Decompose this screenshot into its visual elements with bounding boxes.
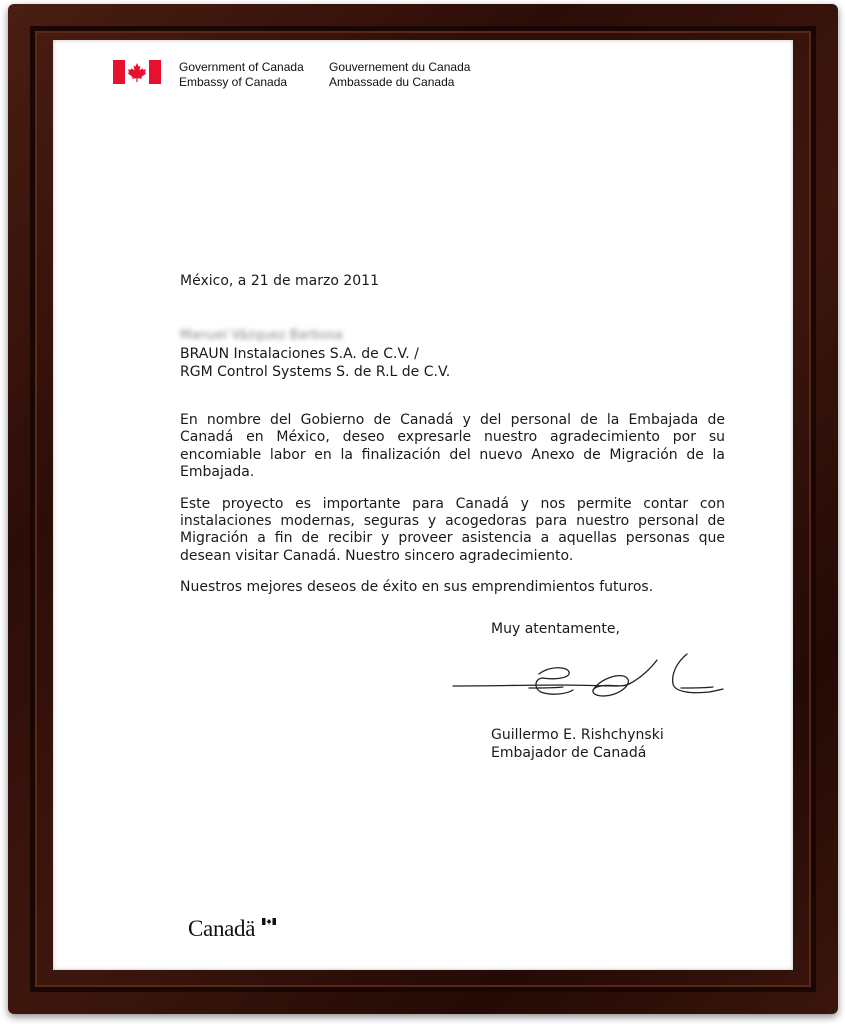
canada-wordmark-text: Canadä — [188, 916, 256, 941]
signer-block — [491, 726, 664, 762]
letter-date: México, a 21 de marzo 2011 — [180, 273, 379, 289]
recipient-block — [180, 327, 725, 381]
recipient-company-line1: BRAUN Instalaciones S.A. de C.V. / — [180, 346, 419, 362]
canada-wordmark-logo — [188, 916, 255, 942]
body-paragraph-3: Nuestros mejores deseos de éxito en sus emprendimientos futuros. — [180, 579, 654, 596]
letter-body — [180, 412, 725, 611]
government-name-english: Government of Canada — [179, 60, 304, 74]
government-name-french: Gouvernement du Canada — [329, 60, 471, 74]
letter-paper — [53, 40, 793, 970]
embassy-name-english: Embassy of Canada — [179, 75, 288, 89]
body-paragraph-1: En nombre del Gobierno de Canadá y del personal de la Embajada de Canadá en México, deseo expresarle nuestro agradecimiento por su encomiable labor en la finalización del nuevo Anexo de Migración de la Embajada. — [180, 412, 725, 481]
signer-title: Embajador de Canadá — [491, 745, 647, 761]
government-wordmark-french — [329, 60, 470, 90]
body-paragraph-2: Este proyecto es importante para Canadá y nos permite contar con instalaciones modernas, seguras y acogedoras para nuestro personal de Migración a fin de recibir y proveer asistencia a aquellas personas que desean visitar Canadá. Nuestro sincero agradecimiento. — [180, 495, 725, 564]
recipient-name: Manuel Vázquez Barbosa — [180, 328, 343, 343]
signer-name: Guillermo E. Rishchynski — [491, 727, 664, 743]
mini-flag-icon — [262, 918, 276, 925]
handwritten-signature — [451, 648, 726, 708]
recipient-company-line2: RGM Control Systems S. de R.L de C.V. — [180, 364, 451, 380]
government-wordmark-english — [179, 60, 304, 90]
canada-flag-icon — [113, 60, 161, 84]
embassy-name-french: Ambassade du Canada — [329, 75, 455, 89]
letter-closing: Muy atentamente, — [491, 621, 620, 637]
